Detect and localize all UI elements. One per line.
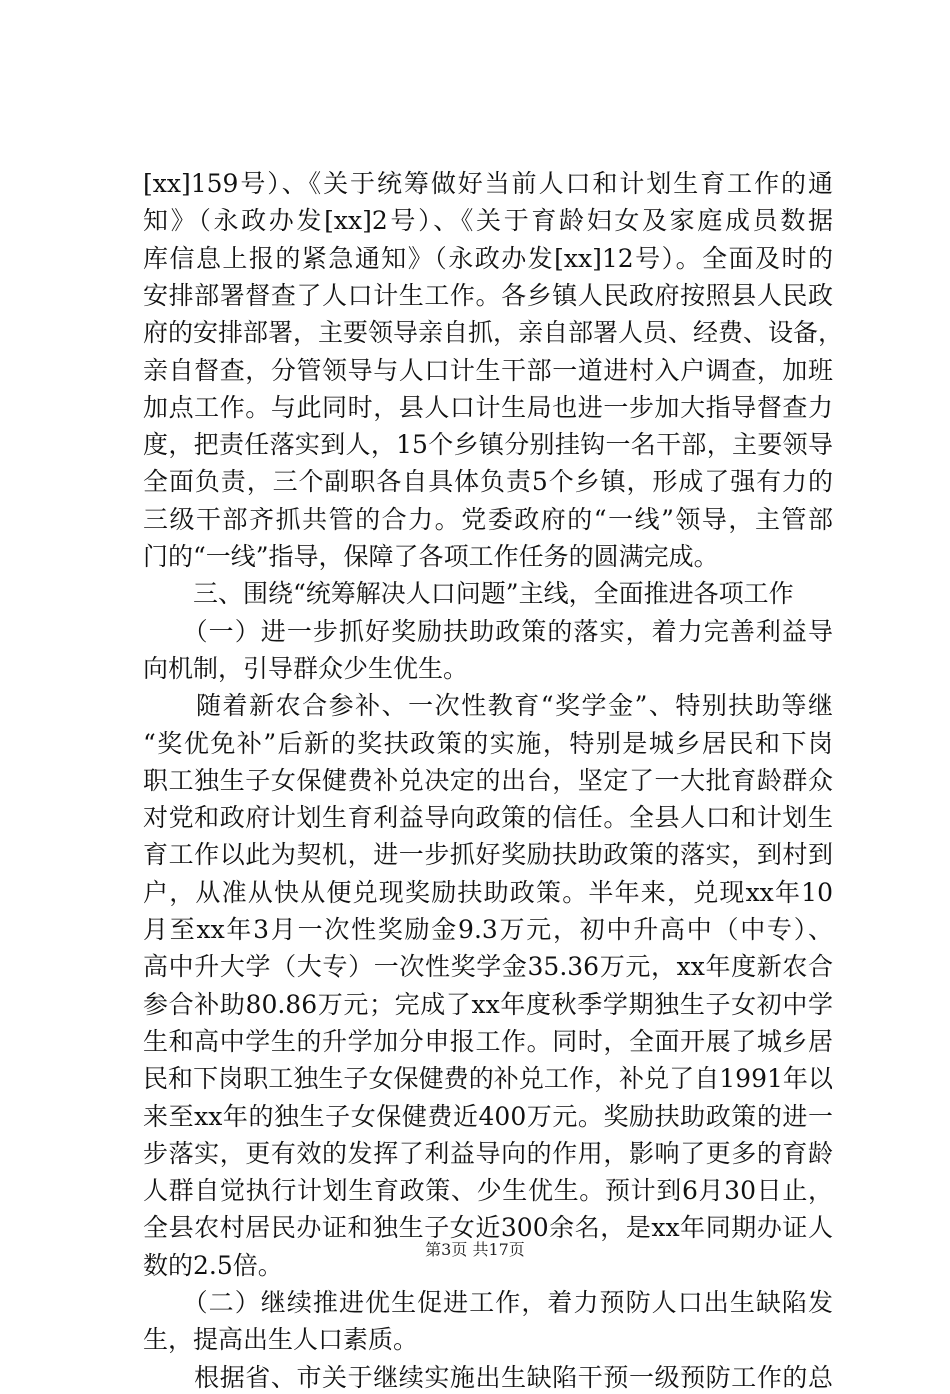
- text-line: “奖优免补”后新的奖扶政策的实施，特别是城乡居民和下岗: [143, 728, 833, 758]
- page-footer: 第3页 共17页: [425, 1240, 525, 1259]
- text-line: 职工独生子女保健费补兑决定的出台，坚定了一大批育龄群众: [143, 765, 833, 795]
- text-line: 户，从准从快从便兑现奖励扶助政策。半年来，兑现xx年10: [143, 877, 833, 907]
- text-line: 来至xx年的独生子女保健费近400万元。奖励扶助政策的进一: [143, 1101, 833, 1131]
- text-line: 生，提高出生人口素质。: [143, 1325, 419, 1355]
- text-line: 加点工作。与此同时，县人口计生局也进一步加大指导督查力: [143, 392, 833, 422]
- text-line: 安排部署督查了人口计生工作。各乡镇人民政府按照县人民政: [143, 280, 833, 310]
- text-line: 门的“一线”指导，保障了各项工作任务的圆满完成。: [143, 542, 719, 571]
- text-line: 亲自督查，分管领导与人口计生干部一道进村入户调查，加班: [143, 355, 833, 385]
- text-line: 民和下岗职工独生子女保健费的补兑工作，补兑了自1991年以: [143, 1064, 833, 1094]
- text-line: 参合补助80.86万元；完成了xx年度秋季学期独生子女初中学: [143, 989, 833, 1019]
- text-line: 全县农村居民办证和独生子女近300余名，是xx年同期办证人: [143, 1213, 833, 1243]
- text-line: 随着新农合参补、一次性教育“奖学金”、特别扶助等继: [143, 691, 833, 721]
- text-line: 生和高中学生的升学加分申报工作。同时，全面开展了城乡居: [143, 1026, 833, 1056]
- text-line: 人群自觉执行计划生育政策、少生优生。预计到6月30日止，: [143, 1176, 833, 1206]
- text-line: 三级干部齐抓共管的合力。党委政府的“一线”领导，主管部: [143, 504, 833, 534]
- text-line: 根据省、市关于继续实施出生缺陷干预一级预防工作的总: [143, 1362, 833, 1392]
- text-line: 库信息上报的紧急通知》（永政办发[xx]12号）。全面及时的: [143, 243, 833, 273]
- text-line: 育工作以此为契机，进一步抓好奖励扶助政策的落实，到村到: [143, 840, 833, 870]
- text-line: [xx]159号）、《关于统筹做好当前人口和计划生育工作的通: [143, 169, 833, 198]
- text-line: 向机制，引导群众少生优生。: [143, 653, 469, 683]
- text-line: 月至xx年3月一次性奖励金9.3万元，初中升高中（中专）、: [143, 915, 833, 944]
- text-line: 三、围绕“统筹解决人口问题”主线，全面推进各项工作: [143, 579, 794, 609]
- text-line: 数的2.5倍。: [143, 1250, 283, 1280]
- text-line: 高中升大学（大专）一次性奖学金35.36万元，xx年度新农合: [143, 952, 833, 982]
- text-line: 知》（永政办发[xx]2号）、《关于育龄妇女及家庭成员数据: [143, 206, 833, 236]
- text-line: 对党和政府计划生育利益导向政策的信任。全县人口和计划生: [143, 803, 833, 833]
- text-line: （二）继续推进优生促进工作，着力预防人口出生缺陷发: [143, 1288, 833, 1317]
- text-line: 度，把责任落实到人，15个乡镇分别挂钩一名干部，主要领导: [143, 430, 833, 460]
- text-line: 府的安排部署，主要领导亲自抓，亲自部署人员、经费、设备，: [143, 318, 844, 348]
- text-line: （一）进一步抓好奖励扶助政策的落实，着力完善利益导: [143, 616, 833, 646]
- text-line: 全面负责，三个副职各自具体负责5个乡镇，形成了强有力的: [143, 467, 833, 497]
- text-line: 步落实，更有效的发挥了利益导向的作用，影响了更多的育龄: [143, 1138, 833, 1168]
